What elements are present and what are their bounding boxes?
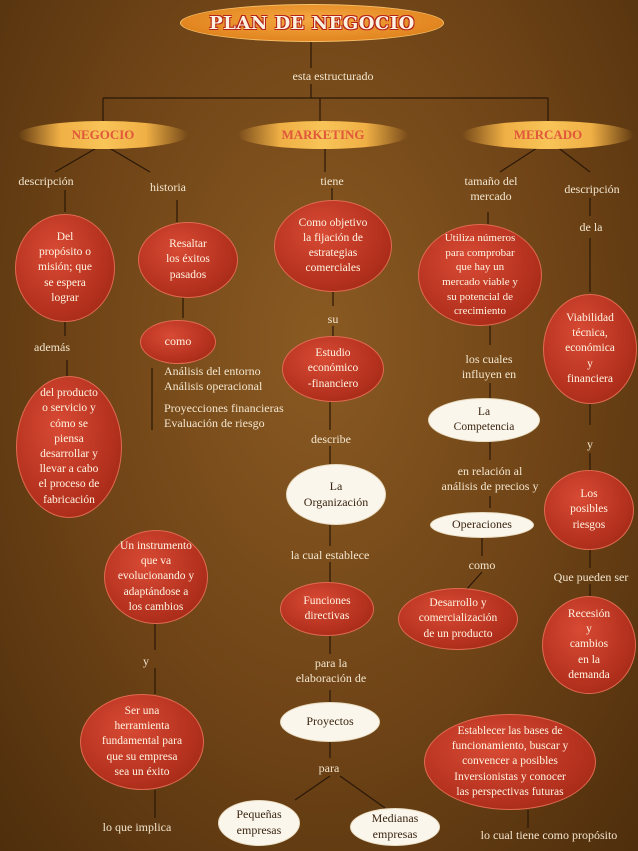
label-como-operaciones: como: [468, 558, 496, 572]
label-describe: describe: [311, 432, 351, 446]
label-lo-cual: lo cual tiene como propósito: [480, 828, 618, 842]
node-riesgos: Los posibles riesgos: [544, 470, 634, 550]
node-producto: del producto o servicio y cómo se piensa desarrollar y llevar a cabo el proceso de fabricación: [16, 376, 122, 518]
node-desarrollo: Desarrollo y comercialización de un producto: [398, 588, 518, 650]
node-recesion: Recesión y cambios en la demanda: [542, 596, 636, 694]
label-tamano-mercado: tamaño del mercado: [464, 174, 518, 203]
label-para-la: para la elaboración de: [295, 656, 367, 685]
category-negocio: NEGOCIO: [18, 121, 188, 149]
node-funciones: Funciones directivas: [280, 582, 374, 636]
label-y-right: y: [587, 437, 593, 451]
node-medianas-empresas: Medianas empresas: [350, 808, 440, 846]
label-y-left: y: [143, 654, 149, 668]
label-ademas: además: [34, 340, 70, 354]
node-resaltar-exitos: Resaltar los éxitos pasados: [138, 222, 238, 298]
node-objetivo: Como objetivo la fijación de estrategias comerciales: [274, 200, 392, 292]
node-estudio: Estudio económico -financiero: [282, 336, 384, 402]
category-marketing: MARKETING: [238, 121, 408, 149]
node-organizacion: La Organización: [286, 464, 386, 525]
label-que-pueden-ser: Que pueden ser: [553, 570, 629, 584]
node-como: como: [140, 320, 216, 364]
label-la-cual: la cual establece: [290, 548, 370, 562]
label-descripcion: descripción: [18, 174, 74, 188]
analysis-operacional: Análisis operacional: [164, 379, 263, 393]
label-en-relacion: en relación al análisis de precios y: [441, 464, 539, 493]
label-historia: historia: [150, 180, 186, 194]
node-viabilidad: Viabilidad técnica, económica y financiera: [543, 294, 637, 404]
node-proposito: Del propósito o misión; que se espera lograr: [15, 214, 115, 322]
analysis-entorno: Análisis del entorno: [164, 364, 261, 378]
label-su: su: [327, 312, 339, 326]
node-pequenas-empresas: Pequeñas empresas: [218, 800, 300, 846]
plan-title-text: PLAN DE NEGOCIO: [209, 12, 415, 34]
label-los-cuales: los cuales influyen en: [461, 352, 517, 381]
label-esta-estructurado: esta estructurado: [292, 69, 374, 83]
label-para: para: [318, 761, 340, 775]
node-herramienta: Ser una herramienta fundamental para que su empresa sea un éxito: [80, 694, 204, 790]
category-mercado: MERCADO: [462, 121, 634, 149]
plan-title: [180, 4, 444, 42]
node-utiliza-numeros: Utiliza números para comprobar que hay un mercado viable y su potencial de crecimiento: [418, 224, 542, 326]
label-descripcion-mercado: descripción: [564, 182, 620, 196]
node-establecer: Establecer las bases de funcionamiento, buscar y convencer a posibles Inversionistas y conocer las perspectivas futuras: [424, 714, 596, 810]
node-instrumento: Un instrumento que va evolucionando y adaptándose a los cambios: [104, 530, 208, 624]
node-competencia: La Competencia: [428, 398, 540, 442]
node-operaciones: Operaciones: [430, 512, 534, 538]
label-de-la: de la: [579, 220, 603, 234]
analysis-riesgo: Evaluación de riesgo: [164, 416, 265, 430]
label-lo-que-implica: lo que implica: [102, 820, 172, 834]
label-tiene: tiene: [320, 174, 344, 188]
node-proyectos: Proyectos: [280, 702, 380, 742]
analysis-proyecciones: Proyecciones financieras: [164, 401, 284, 415]
